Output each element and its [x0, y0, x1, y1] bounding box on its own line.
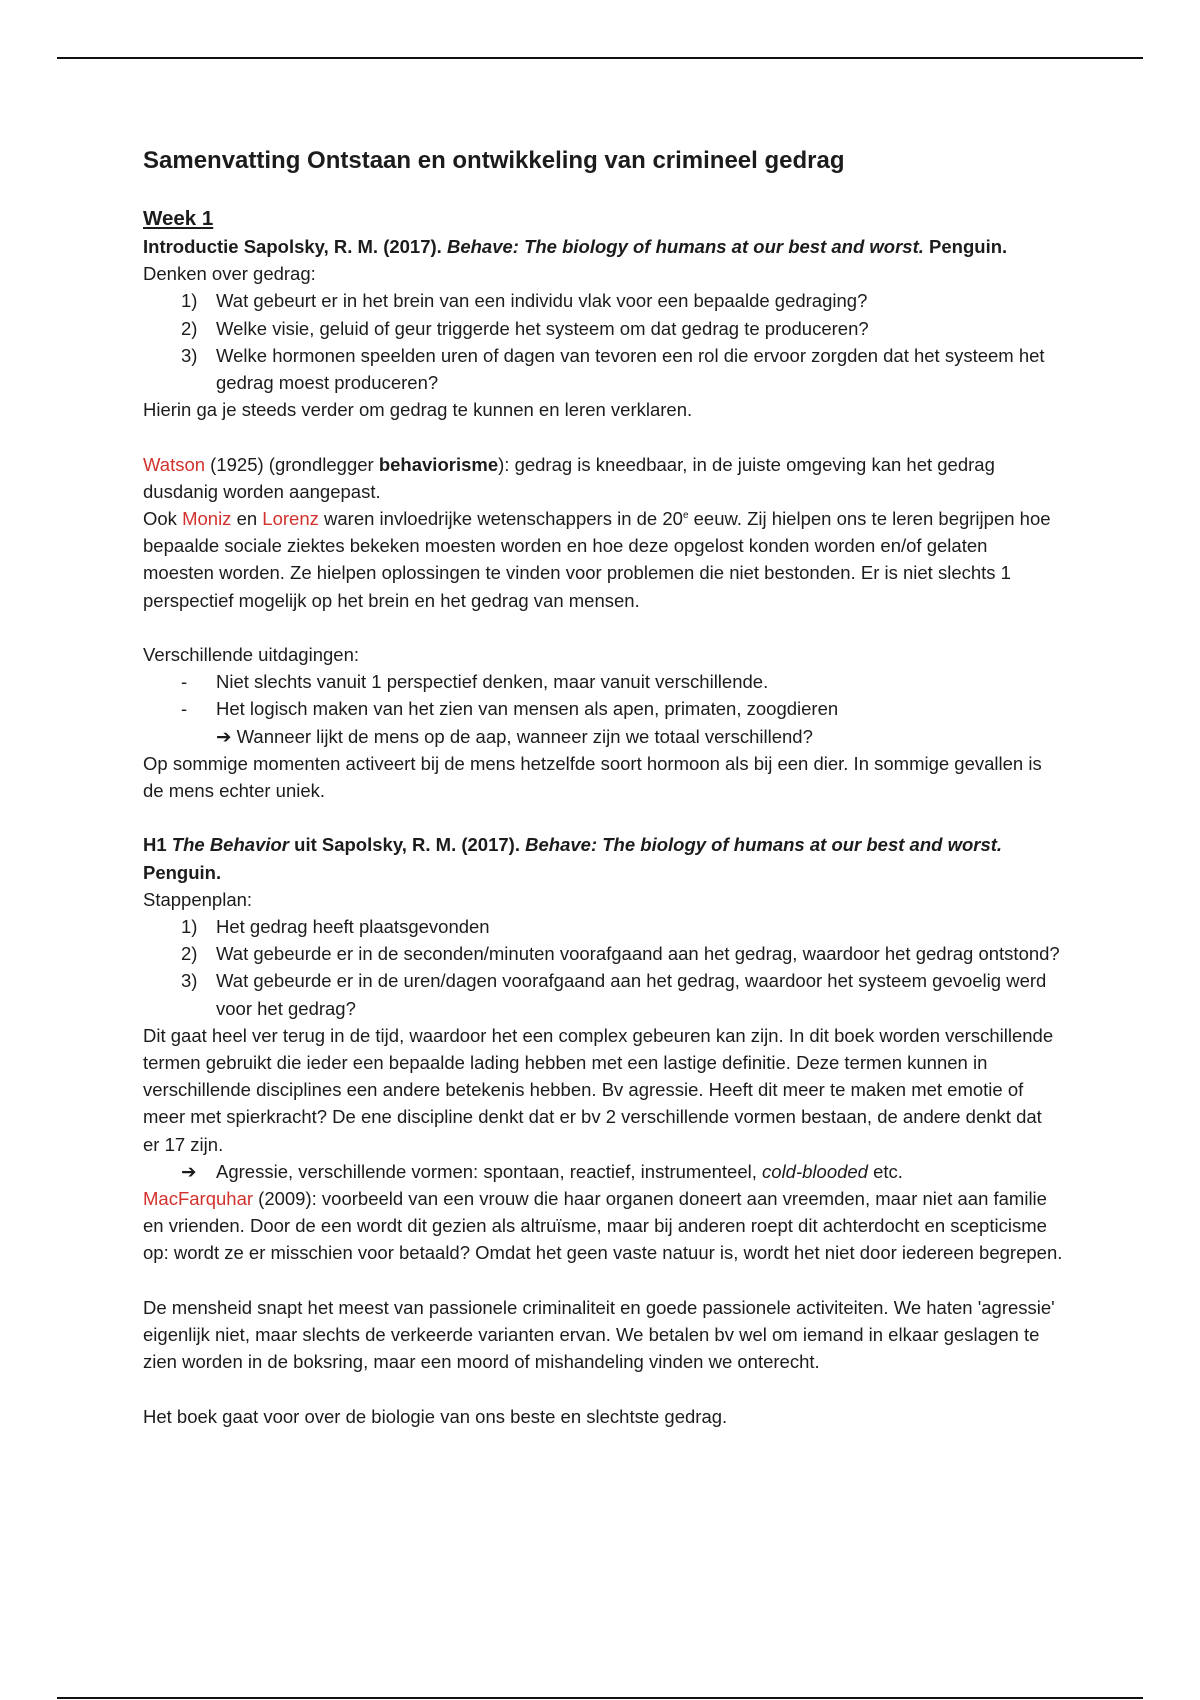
- h1-para2: De mensheid snapt het meest van passionele criminaliteit en goede passionele activiteiten. We haten 'agressie' eigenlijk niet, maar slechts de verkeerde varianten ervan. We betalen bv wel om iemand in elkaar geslagen te zien worden in de boksring, maar een moord of mishandeling vinden we onterecht.: [143, 1296, 1055, 1373]
- author-moniz: Moniz: [182, 508, 232, 530]
- document-title: Samenvatting Ontstaan en ontwikkeling van crimineel gedrag: [143, 147, 845, 174]
- intro-list: [143, 287, 1063, 396]
- superscript: e: [682, 509, 689, 521]
- list-text: Het logisch maken van het zien van mensen als apen, primaten, zoogdieren: [216, 698, 839, 720]
- text-span: eeuw. Zij hielpen ons te leren begrijpen hoe bepaalde sociale ziektes bekeken moesten worden en hoe deze opgelost konden worden en/of gelaten moesten worden. Ze hielpen oplossingen te vinden voor problemen die niet bestonden. Er is niet slechts 1 perspectief mogelijk op het brein en het gedrag van mensen.: [143, 508, 1051, 611]
- challenges-list: [143, 668, 1063, 722]
- text-span: (1925) (grondlegger: [205, 453, 379, 475]
- term-behaviorisme: behaviorisme: [378, 453, 499, 475]
- list-text: Niet slechts vanuit 1 perspectief denken, maar vanuit verschillende.: [216, 671, 769, 693]
- chapter-title: The Behavior: [171, 834, 289, 856]
- moniz-lorenz-paragraph: [143, 505, 1063, 614]
- h1-steps-list: [143, 913, 1063, 1022]
- author-watson: Watson: [143, 453, 206, 475]
- intro-after: Hierin ga je steeds verder om gedrag te kunnen en leren verklaren.: [143, 399, 693, 421]
- list-item: [143, 287, 1063, 314]
- week-heading: Week 1: [143, 207, 214, 230]
- h1-para1: Dit gaat heel ver terug in de tijd, waardoor het een complex gebeuren kan zijn. In dit boek worden verschillende termen gebruikt die ieder een bepaalde lading hebben met een lastige definitie. Deze termen kunnen in verschillende disciplines een andere betekenis hebben. Bv agressie. Heeft dit meer te maken met emotie of meer met spierkracht? De ene discipline denkt dat er bv 2 verschillende vormen bestaan, de andere denkt dat er 17 zijn.: [143, 1024, 1054, 1155]
- text-span-italic: cold-blooded: [762, 1160, 868, 1182]
- h1-para3: Het boek gaat voor over de biologie van ons beste en slechtste gedrag.: [143, 1405, 728, 1427]
- intro-heading-publisher: Penguin.: [923, 236, 1008, 257]
- challenges-after: Op sommige momenten activeert bij de mens hetzelfde soort hormoon als bij een dier. In sommige gevallen is de mens echter uniek.: [143, 752, 1042, 802]
- footer-rule: [57, 1697, 1143, 1699]
- list-number: 3): [181, 970, 198, 992]
- list-number: 2): [181, 943, 198, 965]
- list-text: Wat gebeurt er in het brein van een individu vlak voor een bepaalde gedraging?: [216, 290, 868, 312]
- list-dash: -: [181, 671, 188, 693]
- list-text: Wat gebeurde er in de seconden/minuten voorafgaand aan het gedrag, waardoor het gedrag ontstond?: [216, 943, 1060, 965]
- aggression-arrow-note: [143, 1158, 1063, 1185]
- arrow-icon: ➔: [181, 1160, 197, 1182]
- text-span: (2009): voorbeeld van een vrouw die haar organen doneert aan vreemden, maar niet aan familie en vrienden. Door de een wordt dit gezien als altruïsme, maar bij anderen roept dit achterdocht en scepticisme op: wordt ze er misschien voor betaald? Omdat het geen vaste natuur is, wordt het niet door iedereen begrepen.: [143, 1188, 1063, 1264]
- intro-heading: [143, 233, 1063, 260]
- intro-heading-part: Introductie Sapolsky, R. M. (2017).: [143, 236, 447, 257]
- text-span: Ook: [143, 508, 183, 530]
- list-number: 1): [181, 290, 198, 312]
- author-lorenz: Lorenz: [262, 508, 319, 530]
- watson-paragraph: [143, 451, 1063, 505]
- text-span: etc.: [867, 1160, 903, 1182]
- intro-lead: Denken over gedrag:: [143, 263, 316, 285]
- list-number: 2): [181, 317, 198, 339]
- text-span: ): gedrag is kneedbaar, in de juiste omgeving kan het gedrag dusdanig worden aangepast.: [143, 453, 995, 502]
- text-span: waren invloedrijke wetenschappers in de 20: [318, 508, 683, 530]
- list-text: Welke visie, geluid of geur triggerde het systeem om dat gedrag te produceren?: [216, 317, 869, 339]
- challenges-arrow-note: ➔ Wanneer lijkt de mens op de aap, wanneer zijn we totaal verschillend?: [216, 725, 813, 747]
- h1-lead: Stappenplan:: [143, 888, 253, 910]
- list-text: Welke hormonen speelden uren of dagen van tevoren een rol die ervoor zorgden dat het systeem het gedrag moest produceren?: [216, 344, 1045, 394]
- text-span: uit Sapolsky, R. M. (2017).: [289, 834, 526, 856]
- text-span: H1: [143, 834, 172, 856]
- list-text: Het gedrag heeft plaatsgevonden: [216, 916, 490, 938]
- list-item: [143, 315, 1063, 342]
- list-text: Wat gebeurde er in de uren/dagen voorafgaand aan het gedrag, waardoor het systeem gevoelig werd voor het gedrag?: [216, 970, 1047, 1019]
- h1-heading: [143, 831, 1063, 885]
- list-number: 3): [181, 344, 198, 366]
- header-rule: [57, 57, 1143, 59]
- challenges-lead: Verschillende uitdagingen:: [143, 644, 359, 666]
- list-dash: -: [181, 698, 188, 720]
- intro-heading-book: Behave: The biology of humans at our best and worst.: [446, 236, 924, 257]
- macfarquhar-paragraph: [143, 1185, 1063, 1267]
- list-item: [143, 940, 1063, 967]
- document-page: [143, 140, 1063, 1430]
- author-macfarquhar: MacFarquhar: [143, 1188, 254, 1210]
- list-item: [143, 695, 1063, 722]
- text-span: en: [231, 508, 263, 530]
- list-item: [143, 967, 1063, 1021]
- text-span: Penguin.: [143, 861, 222, 883]
- text-span: Agressie, verschillende vormen: spontaan, reactief, instrumenteel,: [216, 1160, 763, 1182]
- list-item: [143, 342, 1063, 396]
- list-item: [143, 668, 1063, 695]
- list-number: 1): [181, 916, 198, 938]
- list-item: [143, 913, 1063, 940]
- book-title: Behave: The biology of humans at our best and worst.: [525, 834, 1003, 856]
